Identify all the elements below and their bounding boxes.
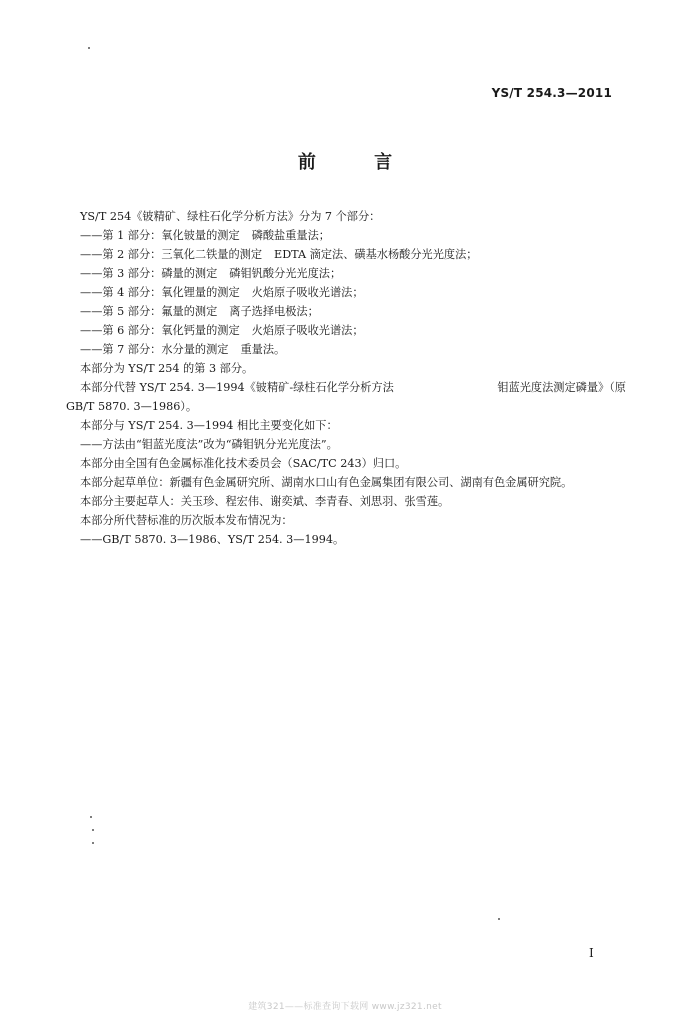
- part-title: ——第 2 部分：三氧化二铁量的测定: [80, 248, 263, 261]
- history-list-item: ——GB/T 5870. 3—1986、YS/T 254. 3—1994。: [80, 533, 345, 546]
- replaces-text-a: 本部分代替 YS/T 254. 3—1994《铍精矿-绿柱石化学分析方法: [80, 381, 394, 394]
- document-body: [66, 207, 626, 549]
- part-title: ——第 3 部分：磷量的测定: [80, 267, 218, 280]
- part-title: ——第 1 部分：氧化铍量的测定: [80, 229, 240, 242]
- part-title: ——第 7 部分：水分量的测定: [80, 343, 229, 356]
- standard-code: YS/T 254.3—2011: [491, 86, 612, 100]
- part-title: ——第 6 部分：氧化钙量的测定: [80, 324, 240, 337]
- list-item: [66, 245, 626, 264]
- list-item: [66, 226, 626, 245]
- drafting-units-paragraph: 本部分起草单位：新疆有色金属研究所、湖南水口山有色金属集团有限公司、湖南有色金属研究院。: [80, 476, 573, 489]
- list-item: [66, 340, 626, 359]
- scan-speck: [498, 918, 500, 920]
- change-list-item: ——方法由“钼蓝光度法”改为“磷钼钒分光光度法”。: [80, 438, 338, 451]
- part-method: EDTA 滴定法、磺基水杨酸分光光度法；: [274, 248, 478, 261]
- replaces-paragraph-line2: GB/T 5870. 3—1986）。: [66, 400, 198, 413]
- part-method: 火焰原子吸收光谱法；: [251, 286, 364, 299]
- part-title: ——第 5 部分：氟量的测定: [80, 305, 218, 318]
- part-method: 重量法。: [240, 343, 286, 356]
- drafters-paragraph: 本部分主要起草人：关玉珍、程宏伟、谢奕斌、李青春、刘思羽、张雪莲。: [80, 495, 450, 508]
- intro-paragraph: YS/T 254《铍精矿、绿柱石化学分析方法》分为 7 个部分：: [80, 210, 381, 223]
- list-item: [66, 321, 626, 340]
- changes-intro-paragraph: 本部分与 YS/T 254. 3—1994 相比主要变化如下：: [80, 419, 338, 432]
- history-intro-paragraph: 本部分所代替标准的历次版本发布情况为：: [80, 514, 293, 527]
- part-method: 磷钼钒酸分光光度法；: [229, 267, 342, 280]
- part-method: 火焰原子吸收光谱法；: [251, 324, 364, 337]
- replaces-paragraph-line1: [66, 378, 626, 397]
- list-item: [66, 283, 626, 302]
- this-part-paragraph: 本部分为 YS/T 254 的第 3 部分。: [80, 362, 254, 375]
- proposed-by-paragraph: 本部分由全国有色金属标准化技术委员会（SAC/TC 243）归口。: [80, 457, 407, 470]
- scan-speck: [92, 829, 94, 831]
- scan-speck: [88, 47, 90, 49]
- part-method: 磷酸盐重量法；: [251, 229, 330, 242]
- page-number: I: [589, 946, 594, 960]
- part-method: 离子选择电极法；: [229, 305, 319, 318]
- scan-speck: [92, 842, 94, 844]
- scan-speck: [90, 816, 92, 818]
- page-title: 前 言: [297, 152, 419, 173]
- part-title: ——第 4 部分：氧化锂量的测定: [80, 286, 240, 299]
- list-item: [66, 302, 626, 321]
- watermark-text: 建筑321——标准查询下载网 www.jz321.net: [248, 1002, 442, 1012]
- replaces-text-b: 钼蓝光度法测定磷量》（原: [497, 381, 626, 394]
- list-item: [66, 264, 626, 283]
